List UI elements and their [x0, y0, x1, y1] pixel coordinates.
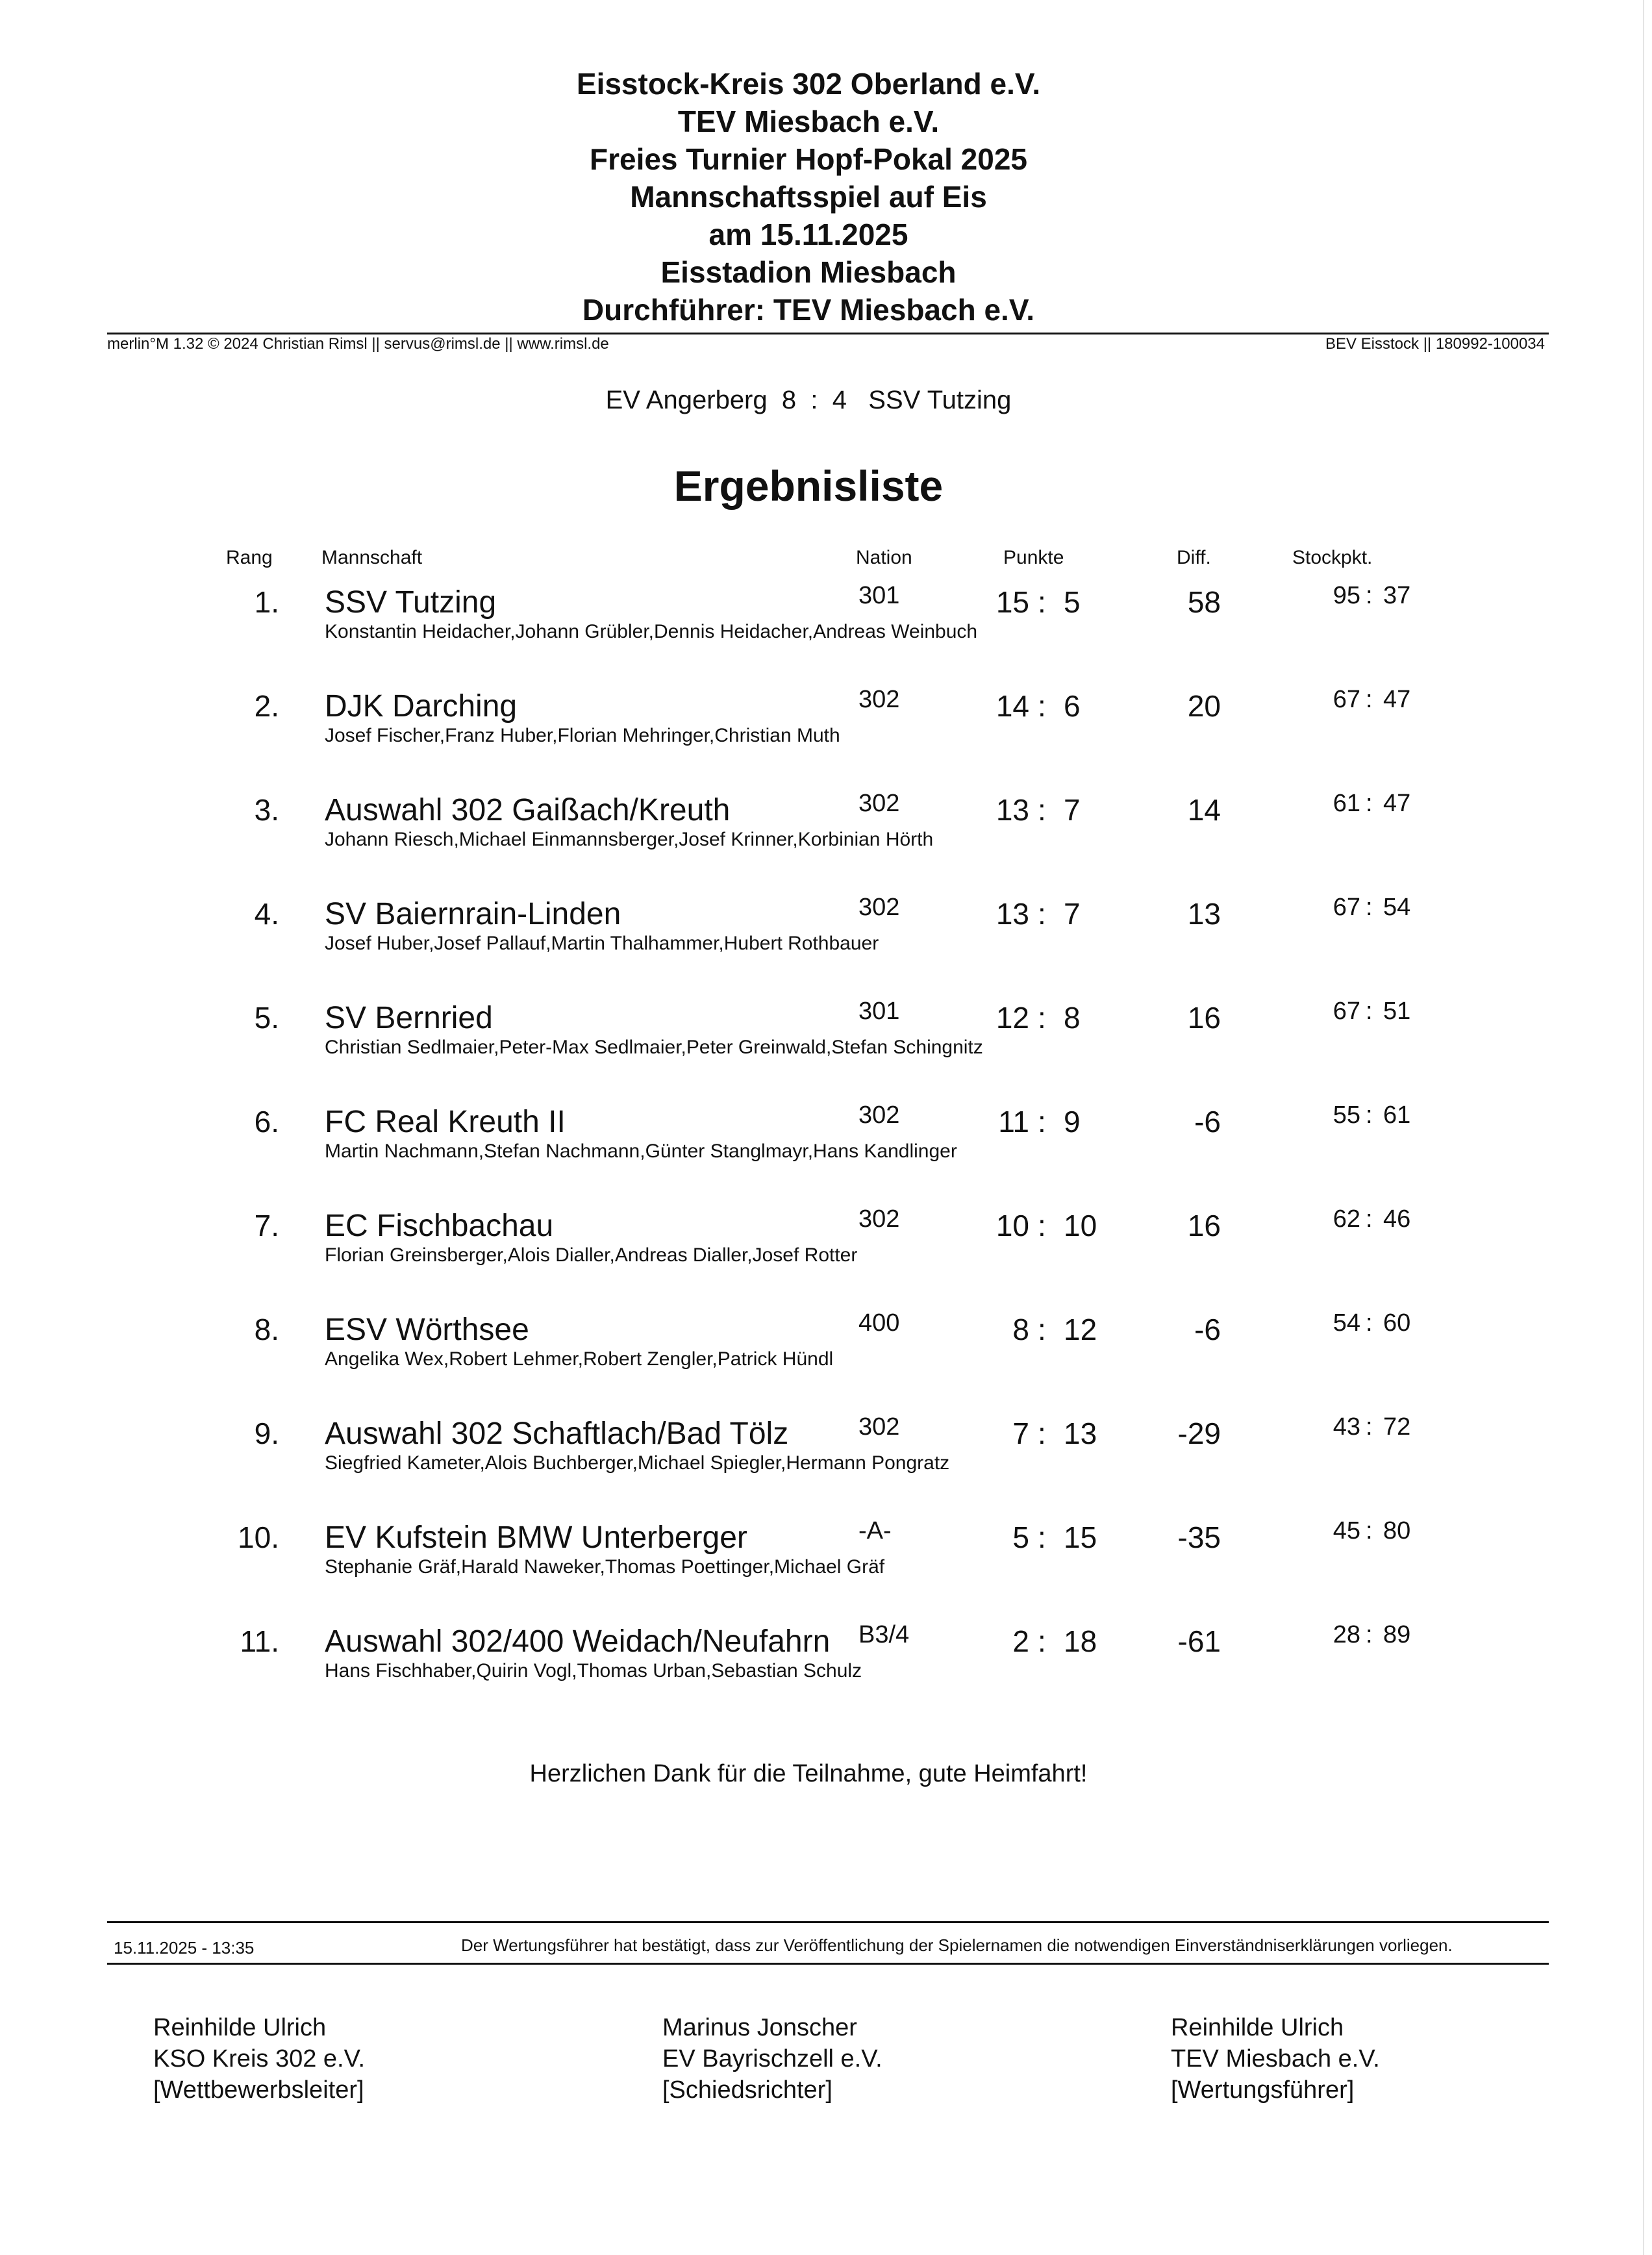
stock-against: 47 [1383, 686, 1411, 713]
points-won: 14 [995, 689, 1029, 723]
diff-cell: 14 [1187, 793, 1221, 827]
points-separator: : [1038, 585, 1046, 619]
points-separator: : [1038, 1105, 1046, 1139]
signature-block [662, 2012, 882, 2106]
diff-cell: -29 [1177, 1417, 1221, 1450]
nation-cell: 400 [858, 1309, 900, 1337]
match-score-a: 8 [781, 386, 797, 414]
points-lost: 5 [1064, 585, 1081, 619]
stock-against: 37 [1383, 582, 1411, 609]
table-row [0, 1517, 1652, 1604]
team-name: DJK Darching [325, 689, 518, 724]
points-won: 10 [995, 1209, 1029, 1242]
thanks-message: Herzlichen Dank für die Teilnahme, gute Heimfahrt! [529, 1760, 1088, 1787]
rank-cell: 8. [254, 1313, 279, 1346]
points-won: 7 [1012, 1417, 1029, 1450]
consent-note: Der Wertungsführer hat bestätigt, dass zur Veröffentlichung der Spielernamen die notwendigen Einverständniserklärungen vorliegen. [461, 1935, 1453, 1955]
points-won: 8 [1012, 1313, 1029, 1346]
points-lost: 7 [1064, 897, 1081, 931]
stock-for: 67 [1333, 998, 1360, 1025]
signature-block [153, 2012, 365, 2106]
signature-role: [Wettbewerbsleiter] [153, 2076, 364, 2104]
header-line: Eisstadion Miesbach [660, 255, 957, 289]
signature-org: TEV Miesbach e.V. [1171, 2045, 1380, 2072]
rank-cell: 6. [254, 1105, 279, 1139]
column-header-stock: Stockpkt. [1292, 547, 1373, 568]
stock-for: 61 [1333, 790, 1360, 817]
table-row [0, 1413, 1652, 1500]
stock-against: 54 [1383, 894, 1411, 921]
match-separator: : [810, 386, 818, 414]
team-name: EC Fischbachau [325, 1209, 554, 1243]
diff-cell: -6 [1194, 1105, 1221, 1139]
stock-separator: : [1366, 582, 1373, 609]
player-list: Florian Greinsberger,Alois Dialler,Andreas Dialler,Josef Rotter [325, 1244, 858, 1266]
points-lost: 13 [1064, 1417, 1097, 1450]
team-name: FC Real Kreuth II [325, 1105, 566, 1139]
header-line: Durchführer: TEV Miesbach e.V. [582, 293, 1035, 327]
stock-for: 95 [1333, 582, 1360, 609]
rank-cell: 3. [254, 793, 279, 827]
nation-cell: 302 [858, 894, 900, 921]
signature-org: EV Bayrischzell e.V. [662, 2045, 882, 2072]
stock-against: 80 [1383, 1517, 1411, 1544]
points-lost: 10 [1064, 1209, 1097, 1242]
player-list: Josef Fischer,Franz Huber,Florian Mehringer,Christian Muth [325, 725, 840, 746]
signature-role: [Wertungsführer] [1171, 2076, 1355, 2104]
nation-cell: B3/4 [858, 1621, 910, 1648]
player-list: Martin Nachmann,Stefan Nachmann,Günter Stanglmayr,Hans Kandlinger [325, 1140, 957, 1162]
header-line: am 15.11.2025 [708, 218, 908, 251]
nation-cell: 302 [858, 790, 900, 817]
points-separator: : [1038, 689, 1046, 723]
bev-id: BEV Eisstock || 180992-100034 [1325, 335, 1545, 353]
software-credit: merlin°M 1.32 © 2024 Christian Rimsl || servus@rimsl.de || www.rimsl.de [107, 335, 609, 353]
page-title: Ergebnisliste [673, 462, 944, 510]
match-team-b: SSV Tutzing [868, 386, 1012, 414]
rank-cell: 7. [254, 1209, 279, 1242]
player-list: Johann Riesch,Michael Einmannsberger,Josef Krinner,Korbinian Hörth [325, 829, 934, 850]
match-score-b: 4 [832, 386, 847, 414]
header-line: Eisstock-Kreis 302 Oberland e.V. [576, 67, 1041, 101]
team-name: SV Bernried [325, 1001, 493, 1035]
points-lost: 6 [1064, 689, 1081, 723]
stock-for: 55 [1333, 1102, 1360, 1129]
signature-role: [Schiedsrichter] [662, 2076, 832, 2104]
rank-cell: 1. [254, 585, 279, 619]
stock-for: 28 [1333, 1621, 1360, 1648]
table-row [0, 1205, 1652, 1292]
stock-against: 51 [1383, 998, 1411, 1025]
table-row [0, 1104, 1652, 1189]
signature-name: Reinhilde Ulrich [153, 2014, 327, 2041]
stock-separator: : [1366, 1205, 1373, 1233]
stock-against: 72 [1383, 1413, 1411, 1441]
player-list: Konstantin Heidacher,Johann Grübler,Dennis Heidacher,Andreas Weinbuch [325, 621, 978, 642]
table-row [0, 582, 1652, 669]
table-row [0, 1000, 1652, 1085]
table-row [0, 792, 1652, 877]
stock-for: 67 [1333, 686, 1360, 713]
diff-cell: 16 [1187, 1209, 1221, 1242]
nation-cell: 302 [858, 1205, 900, 1233]
stock-separator: : [1366, 1309, 1373, 1337]
points-won: 5 [1012, 1520, 1029, 1554]
column-header-points: Punkte [1003, 547, 1064, 568]
stock-against: 46 [1383, 1205, 1411, 1233]
team-name: Auswahl 302 Gaißach/Kreuth [325, 793, 731, 827]
column-header-nation: Nation [856, 547, 912, 568]
points-lost: 8 [1064, 1001, 1081, 1035]
stock-separator: : [1366, 998, 1373, 1025]
points-separator: : [1038, 1624, 1046, 1658]
team-name: SSV Tutzing [325, 585, 497, 620]
table-row [0, 688, 1652, 773]
points-won: 15 [995, 585, 1029, 619]
stock-for: 45 [1333, 1517, 1360, 1544]
stock-separator: : [1366, 790, 1373, 817]
column-header-team: Mannschaft [321, 547, 423, 568]
footer-divider-top [107, 1921, 1549, 1923]
stock-against: 60 [1383, 1309, 1411, 1337]
scan-edge [1643, 0, 1644, 2255]
points-separator: : [1038, 897, 1046, 931]
team-name: SV Baiernrain-Linden [325, 897, 621, 931]
header-divider [107, 333, 1549, 334]
signature-name: Reinhilde Ulrich [1171, 2014, 1344, 2041]
table-row [0, 1621, 1652, 1708]
points-separator: : [1038, 1520, 1046, 1554]
stock-separator: : [1366, 1413, 1373, 1441]
player-list: Christian Sedlmaier,Peter-Max Sedlmaier,Peter Greinwald,Stefan Schingnitz [325, 1037, 983, 1058]
points-lost: 12 [1064, 1313, 1097, 1346]
stock-for: 54 [1333, 1309, 1360, 1337]
rank-cell: 4. [254, 897, 279, 931]
points-separator: : [1038, 1313, 1046, 1346]
stock-for: 43 [1333, 1413, 1360, 1441]
header-line: Mannschaftsspiel auf Eis [630, 180, 987, 214]
points-won: 13 [995, 793, 1029, 827]
points-won: 13 [995, 897, 1029, 931]
signature-block [1171, 2012, 1380, 2106]
nation-cell: 302 [858, 1413, 900, 1441]
team-name: EV Kufstein BMW Unterberger [325, 1520, 747, 1555]
diff-cell: -6 [1194, 1313, 1221, 1346]
points-separator: : [1038, 793, 1046, 827]
rank-cell: 10. [238, 1520, 279, 1554]
diff-cell: 20 [1187, 689, 1221, 723]
team-name: Auswahl 302 Schaftlach/Bad Tölz [325, 1417, 789, 1451]
points-separator: : [1038, 1209, 1046, 1242]
nation-cell: 301 [858, 582, 900, 609]
stock-for: 62 [1333, 1205, 1360, 1233]
nation-cell: 301 [858, 998, 900, 1025]
stock-against: 61 [1383, 1102, 1411, 1129]
diff-cell: 13 [1187, 897, 1221, 931]
team-name: ESV Wörthsee [325, 1313, 529, 1347]
stock-separator: : [1366, 894, 1373, 921]
stock-separator: : [1366, 686, 1373, 713]
column-header-diff: Diff. [1177, 547, 1211, 568]
header-line: Freies Turnier Hopf-Pokal 2025 [589, 142, 1028, 176]
table-row [0, 896, 1652, 981]
stock-against: 89 [1383, 1621, 1411, 1648]
points-lost: 9 [1064, 1105, 1081, 1139]
diff-cell: -35 [1177, 1520, 1221, 1554]
match-team-a: EV Angerberg [605, 386, 768, 414]
column-header-rank: Rang [226, 547, 273, 568]
stock-separator: : [1366, 1102, 1373, 1129]
player-list: Hans Fischhaber,Quirin Vogl,Thomas Urban,Sebastian Schulz [325, 1660, 862, 1682]
player-list: Stephanie Gräf,Harald Naweker,Thomas Poettinger,Michael Gräf [325, 1556, 885, 1578]
document-header [0, 65, 1617, 329]
rank-cell: 9. [254, 1417, 279, 1450]
points-won: 2 [1012, 1624, 1029, 1658]
points-won: 12 [995, 1001, 1029, 1035]
player-list: Josef Huber,Josef Pallauf,Martin Thalhammer,Hubert Rothbauer [325, 933, 879, 954]
rank-cell: 11. [240, 1624, 279, 1658]
points-separator: : [1038, 1001, 1046, 1035]
diff-cell: 16 [1187, 1001, 1221, 1035]
team-name: Auswahl 302/400 Weidach/Neufahrn [325, 1624, 831, 1659]
stock-for: 67 [1333, 894, 1360, 921]
nation-cell: 302 [858, 1102, 900, 1129]
footer-divider-bottom [107, 1963, 1549, 1965]
rank-cell: 5. [254, 1001, 279, 1035]
points-lost: 15 [1064, 1520, 1097, 1554]
print-datetime: 15.11.2025 - 13:35 [114, 1938, 255, 1958]
points-lost: 7 [1064, 793, 1081, 827]
points-separator: : [1038, 1417, 1046, 1450]
match-result [0, 386, 1617, 415]
stock-separator: : [1366, 1517, 1373, 1544]
table-row [0, 1309, 1652, 1396]
nation-cell: -A- [858, 1517, 892, 1544]
player-list: Angelika Wex,Robert Lehmer,Robert Zengler,Patrick Hündl [325, 1348, 834, 1370]
stock-separator: : [1366, 1621, 1373, 1648]
player-list: Siegfried Kameter,Alois Buchberger,Michael Spiegler,Hermann Pongratz [325, 1452, 950, 1474]
points-won: 11 [998, 1105, 1029, 1139]
header-line: TEV Miesbach e.V. [677, 105, 940, 138]
signature-org: KSO Kreis 302 e.V. [153, 2045, 366, 2072]
diff-cell: 58 [1187, 585, 1221, 619]
diff-cell: -61 [1177, 1624, 1221, 1658]
points-lost: 18 [1064, 1624, 1097, 1658]
nation-cell: 302 [858, 686, 900, 713]
stock-against: 47 [1383, 790, 1411, 817]
rank-cell: 2. [254, 689, 279, 723]
signature-name: Marinus Jonscher [662, 2014, 857, 2041]
